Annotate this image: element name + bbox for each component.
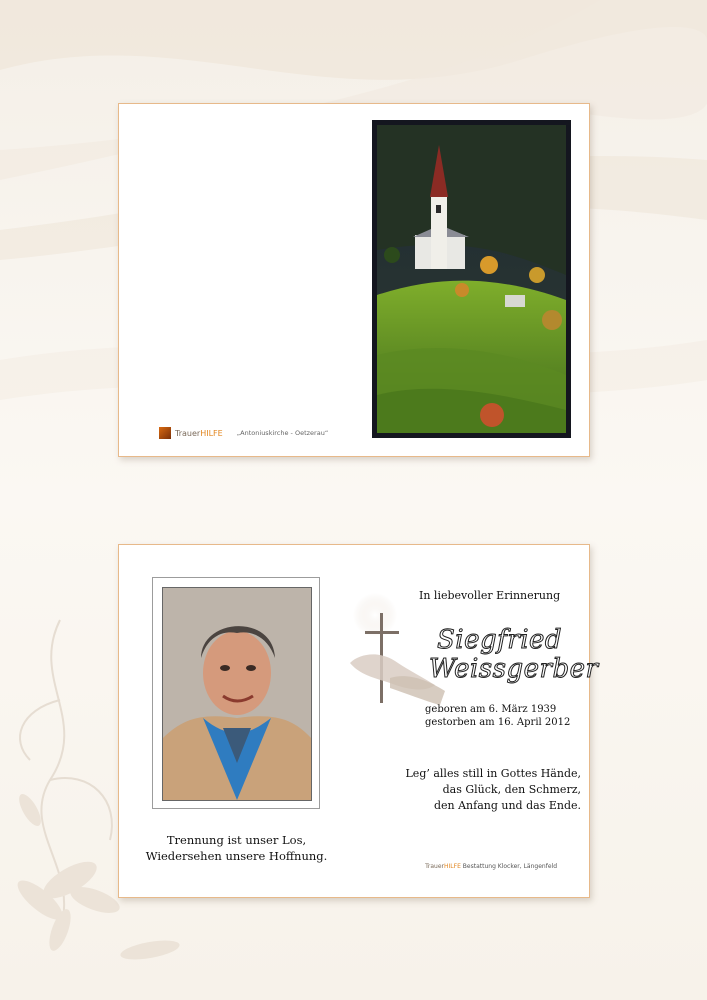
cross-hands-artwork	[345, 593, 449, 711]
header-in-memory: In liebevoller Erinnerung	[419, 589, 561, 602]
back-card	[118, 544, 599, 898]
portrait-photo	[162, 587, 312, 801]
name-first: Siegfried	[437, 625, 563, 655]
life-dates	[425, 703, 570, 729]
birth-date: geboren am 6. März 1939	[425, 704, 557, 715]
verse-line: das Glück, den Schmerz,	[442, 783, 581, 796]
trauerhilfe-brand	[159, 427, 328, 439]
footer-trauer-text: Trauer	[425, 863, 445, 870]
left-quote-line: Wiedersehen unsere Hoffnung.	[145, 849, 328, 863]
church-photo-frame	[372, 120, 571, 438]
death-date: gestorben am 16. April 2012	[425, 717, 571, 728]
portrait-frame	[152, 577, 320, 809]
footer-undertaker-text: Bestattung Klocker, Längenfeld	[460, 863, 557, 870]
footer-hilfe-text: HILFE	[444, 863, 461, 870]
footer-brand	[425, 863, 557, 870]
name-last: Weissgerber	[429, 654, 599, 684]
verse-line: Leg’ alles still in Gottes Hände,	[405, 767, 581, 780]
front-card	[118, 103, 590, 457]
brand-trauer-text: Trauer	[175, 428, 201, 438]
left-quote-line: Trennung ist unser Los,	[166, 833, 307, 847]
church-photo	[377, 125, 566, 433]
trauerhilfe-logo-icon	[159, 427, 171, 439]
left-quote	[139, 832, 334, 864]
verse	[351, 766, 581, 814]
brand-hilfe-text: HILFE	[200, 428, 223, 438]
photo-caption: „Antoniuskirche - Oetzerau“	[236, 429, 329, 437]
verse-line: den Anfang und das Ende.	[433, 799, 581, 812]
